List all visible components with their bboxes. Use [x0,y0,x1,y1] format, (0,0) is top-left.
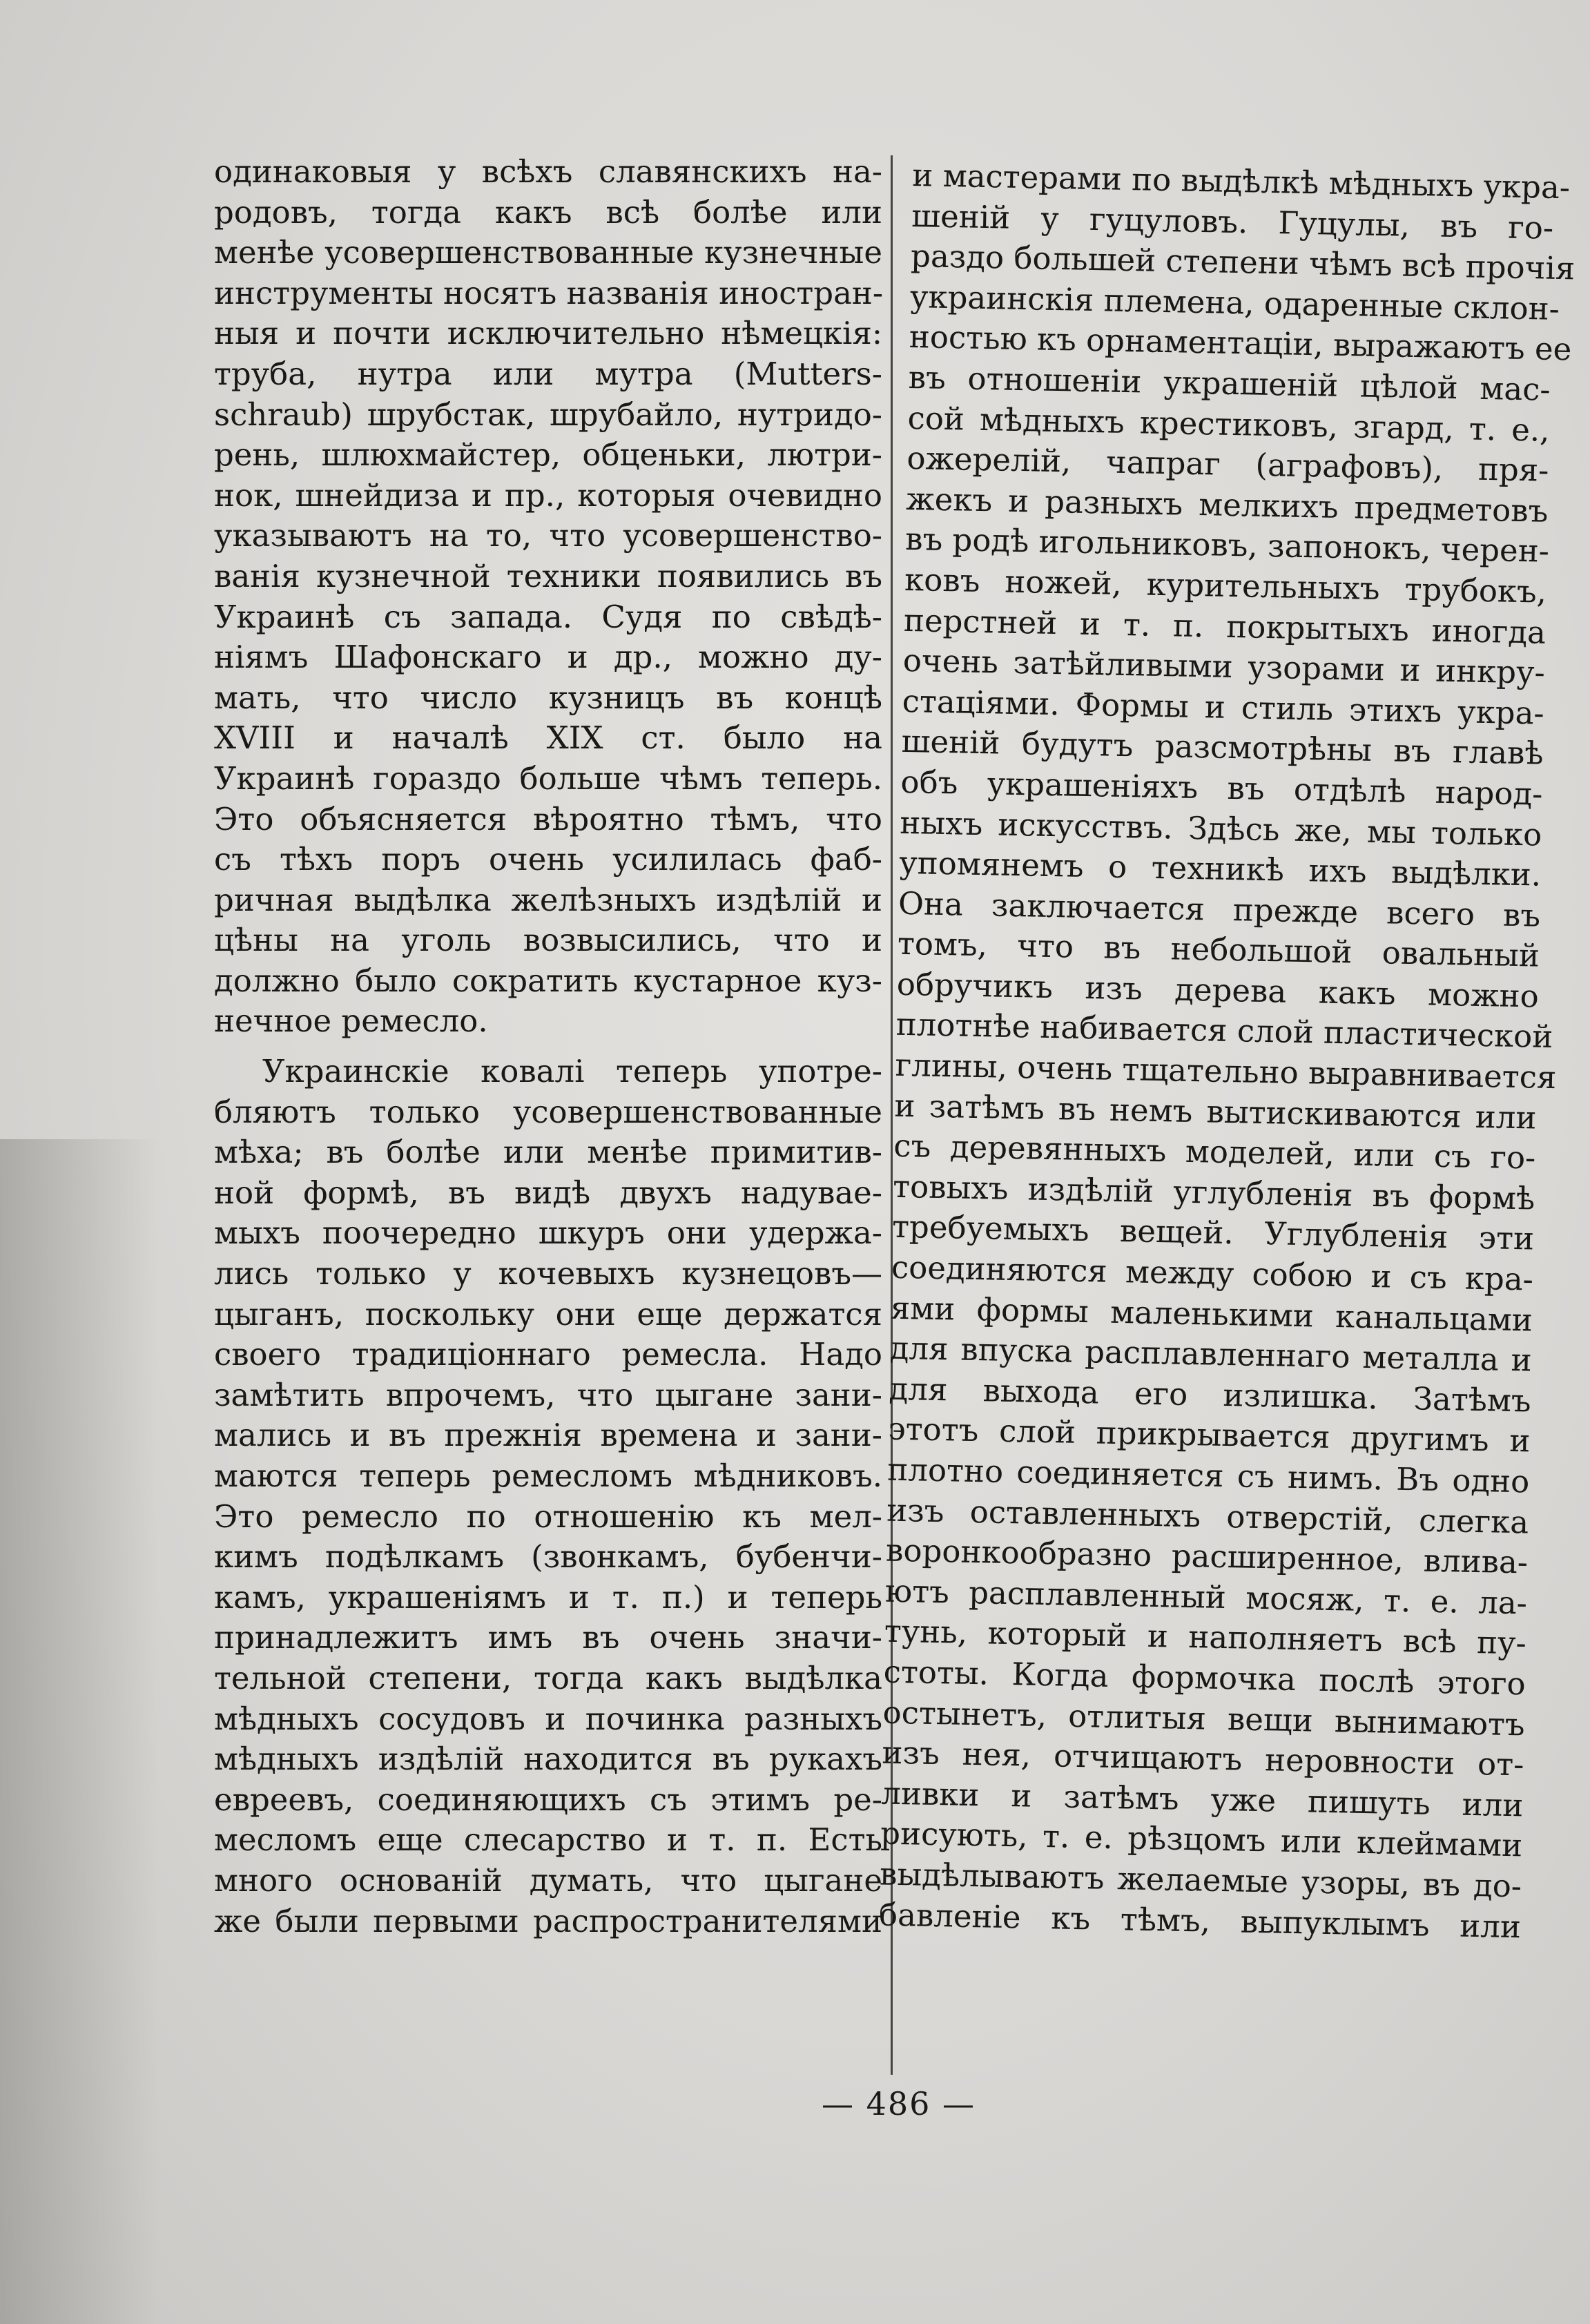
text-line: Украинскіе ковалі теперь употре- [262,1053,882,1090]
text-line: менѣе усовершенствованные кузнечные [214,234,882,271]
text-line: изъ нея, отчищаютъ неровности от- [882,1734,1524,1783]
text-line: принадлежитъ имъ въ очень значи- [214,1619,882,1656]
text-line: ливки и затѣмъ уже пишуть или [880,1774,1524,1824]
text-line: глины, очень тщательно выравнивается [895,1046,1557,1096]
page-shadow [0,1139,159,2324]
text-line: мать, что число кузницъ въ концѣ [214,679,882,716]
text-line: требуемыхъ вещей. Углубленія эти [891,1208,1535,1258]
text-line: родовъ, тогда какъ всѣ болѣе или [214,193,882,231]
text-line: бавленіе къ тѣмъ, выпуклымъ или [878,1896,1522,1945]
text-line: лись только у кочевыхъ кузнецовъ— [214,1255,882,1292]
text-line: нок, шнейдиза и пр., которыя очевидно [214,476,882,514]
text-line: мѣдныхъ сосудовъ и починка разныхъ [214,1700,882,1737]
text-line: одинаковыя у всѣхъ славянскихъ на- [214,153,882,190]
text-line: шеній у гуцуловъ. Гуцулы, въ го- [911,197,1554,246]
text-line: же были первыми распространителями [214,1902,882,1939]
text-line: этотъ слой прикрывается другимъ и [888,1411,1531,1460]
left-text-column [214,152,882,1941]
text-line: плотно соединяется съ нимъ. Въ одно [886,1451,1530,1500]
text-line: труба, нутра или мутра (Mutters- [214,355,882,392]
text-line: месломъ еще слесарство и т. п. Есть [214,1821,882,1859]
text-line: бляютъ только усовершенствованные [214,1093,882,1130]
text-line: рисують, т. е. рѣзцомъ или клеймами [880,1814,1523,1864]
text-line: объ украшеніяхъ въ отдѣлѣ народ- [900,763,1543,813]
text-line: ванія кузнечной техники появились въ [214,557,882,594]
text-line: выдѣлываютъ желаемые узоры, въ до- [879,1855,1522,1905]
text-line: schraub) шрубстак, шрубайло, нутридо- [214,396,882,433]
text-line: инструменты носятъ названія иностран- [214,274,884,311]
text-line: съ деревянныхъ моделей, или съ го- [893,1127,1536,1176]
text-line: камъ, украшеніямъ и т. п.) и теперь [214,1578,882,1616]
text-line: и затѣмъ въ немъ вытискиваются или [894,1087,1537,1136]
text-line: шеній будутъ разсмотрѣны въ главѣ [901,723,1544,773]
text-line: ностью къ орнаментаціи, выражаютъ ее [909,318,1572,368]
text-line: соединяются между собою и съ кра- [891,1248,1534,1298]
text-line: жекъ и разныхъ мелкихъ предметовъ [905,480,1549,530]
text-line: маются теперь ремесломъ мѣдниковъ. [214,1458,882,1494]
text-line: замѣтить впрочемъ, что цыгане зани- [214,1376,882,1413]
text-line: цѣны на уголь возвысились, что и [214,922,882,959]
text-line: съ тѣхъ поръ очень усилилась фаб- [214,841,882,878]
text-line: ныхъ искусствъ. Здѣсь же, мы только [899,804,1542,853]
right-text-column [878,155,1576,1948]
text-line: для выхода его излишка. Затѣмъ [889,1370,1532,1420]
text-line: воронкообразно расширенное, влива- [885,1531,1529,1581]
text-line: указываютъ на то, что усовершенство- [214,517,882,554]
text-line: Она заключается прежде всего въ [898,884,1541,934]
text-line: украинскія племена, одаренные склон- [909,278,1560,327]
text-line: мались и въ прежнія времена и зани- [214,1417,882,1454]
text-line: для впуска расплавленнаго металла и [889,1329,1533,1379]
text-line: ной формѣ, въ видѣ двухъ надувае- [214,1174,882,1211]
text-line: остынетъ, отлитыя вещи вынимаютъ [882,1694,1526,1743]
text-line: тельной степени, тогда какъ выдѣлка [214,1659,882,1696]
text-line: должно было сократить кустарное куз- [214,962,882,999]
text-line: нечное ремесло. [214,1003,488,1040]
text-line: товыхъ издѣлій углубленія въ формѣ [892,1168,1535,1217]
text-line: упомянемъ о техникѣ ихъ выдѣлки. [898,844,1542,893]
text-line: своего традиціоннаго ремесла. Надо [214,1336,882,1373]
text-line: мѣдныхъ издѣлій находится въ рукахъ [214,1741,882,1778]
text-line: плотнѣе набивается слой пластической [895,1006,1553,1056]
text-line: томъ, что въ небольшой овальный [897,925,1540,974]
text-line: ричная выдѣлка желѣзныхъ издѣлій и [214,881,882,918]
text-line: Это объясняется вѣроятно тѣмъ, что [214,800,882,837]
text-line: ніямъ Шафонскаго и др., можно ду- [214,639,882,676]
text-line: ютъ расплавленный мосяж, т. е. ла- [884,1572,1528,1622]
text-line: ями формы маленькими канальцами [890,1289,1533,1339]
text-line: стоты. Когда формочка послѣ этого [883,1653,1526,1703]
text-line: перстней и т. п. покрытыхъ иногда [903,601,1547,651]
text-line: очень затѣйливыми узорами и инкру- [902,641,1546,691]
text-line: стаціями. Формы и стиль этихъ укра- [902,682,1545,732]
text-line: Украинѣ гораздо больше чѣмъ теперь. [214,759,882,797]
text-line: ковъ ножей, курительныхъ трубокъ, [904,561,1547,610]
text-line: тунь, который и наполняетъ всѣ пу- [884,1612,1527,1662]
text-line: ожерелій, чапраг (аграфовъ), пря- [907,440,1549,489]
text-line: сой мѣдныхъ крестиковъ, згард, т. е., [907,399,1551,449]
text-line: цыганъ, поскольку они еще держатся [214,1295,882,1333]
text-line: въ отношеніи украшеній цѣлой мас- [908,358,1551,408]
text-line: и мастерами по выдѣлкѣ мѣдныхъ укра- [911,156,1571,206]
text-line: рень, шлюхмайстер, обценьки, лютри- [214,436,882,474]
text-line: Это ремесло по отношенію къ мел- [214,1498,882,1535]
text-line: кимъ подѣлкамъ (звонкамъ, бубенчи- [214,1538,882,1576]
text-line: ныя и почти исключительно нѣмецкія: [214,315,882,352]
text-line: обручикъ изъ дерева какъ можно [896,965,1540,1015]
text-line: раздо большей степени чѣмъ всѣ прочія [910,238,1576,287]
text-line: много основаній думать, что цыгане [214,1861,882,1899]
text-line: Украинѣ съ запада. Судя по свѣдѣ- [214,598,882,635]
text-line: евреевъ, соединяющихъ съ этимъ ре- [214,1781,882,1818]
text-line: XVIII и началѣ XIX ст. было на [214,719,882,757]
text-line: изъ оставленныхъ отверстій, слегка [886,1491,1529,1541]
page-number: — 486 — [822,2085,976,2122]
text-line: мыхъ поочередно шкуръ они удержа- [214,1214,882,1252]
text-line: мѣха; въ болѣе или менѣе примитив- [214,1134,882,1171]
text-line: въ родѣ игольниковъ, запонокъ, черен- [904,521,1550,570]
